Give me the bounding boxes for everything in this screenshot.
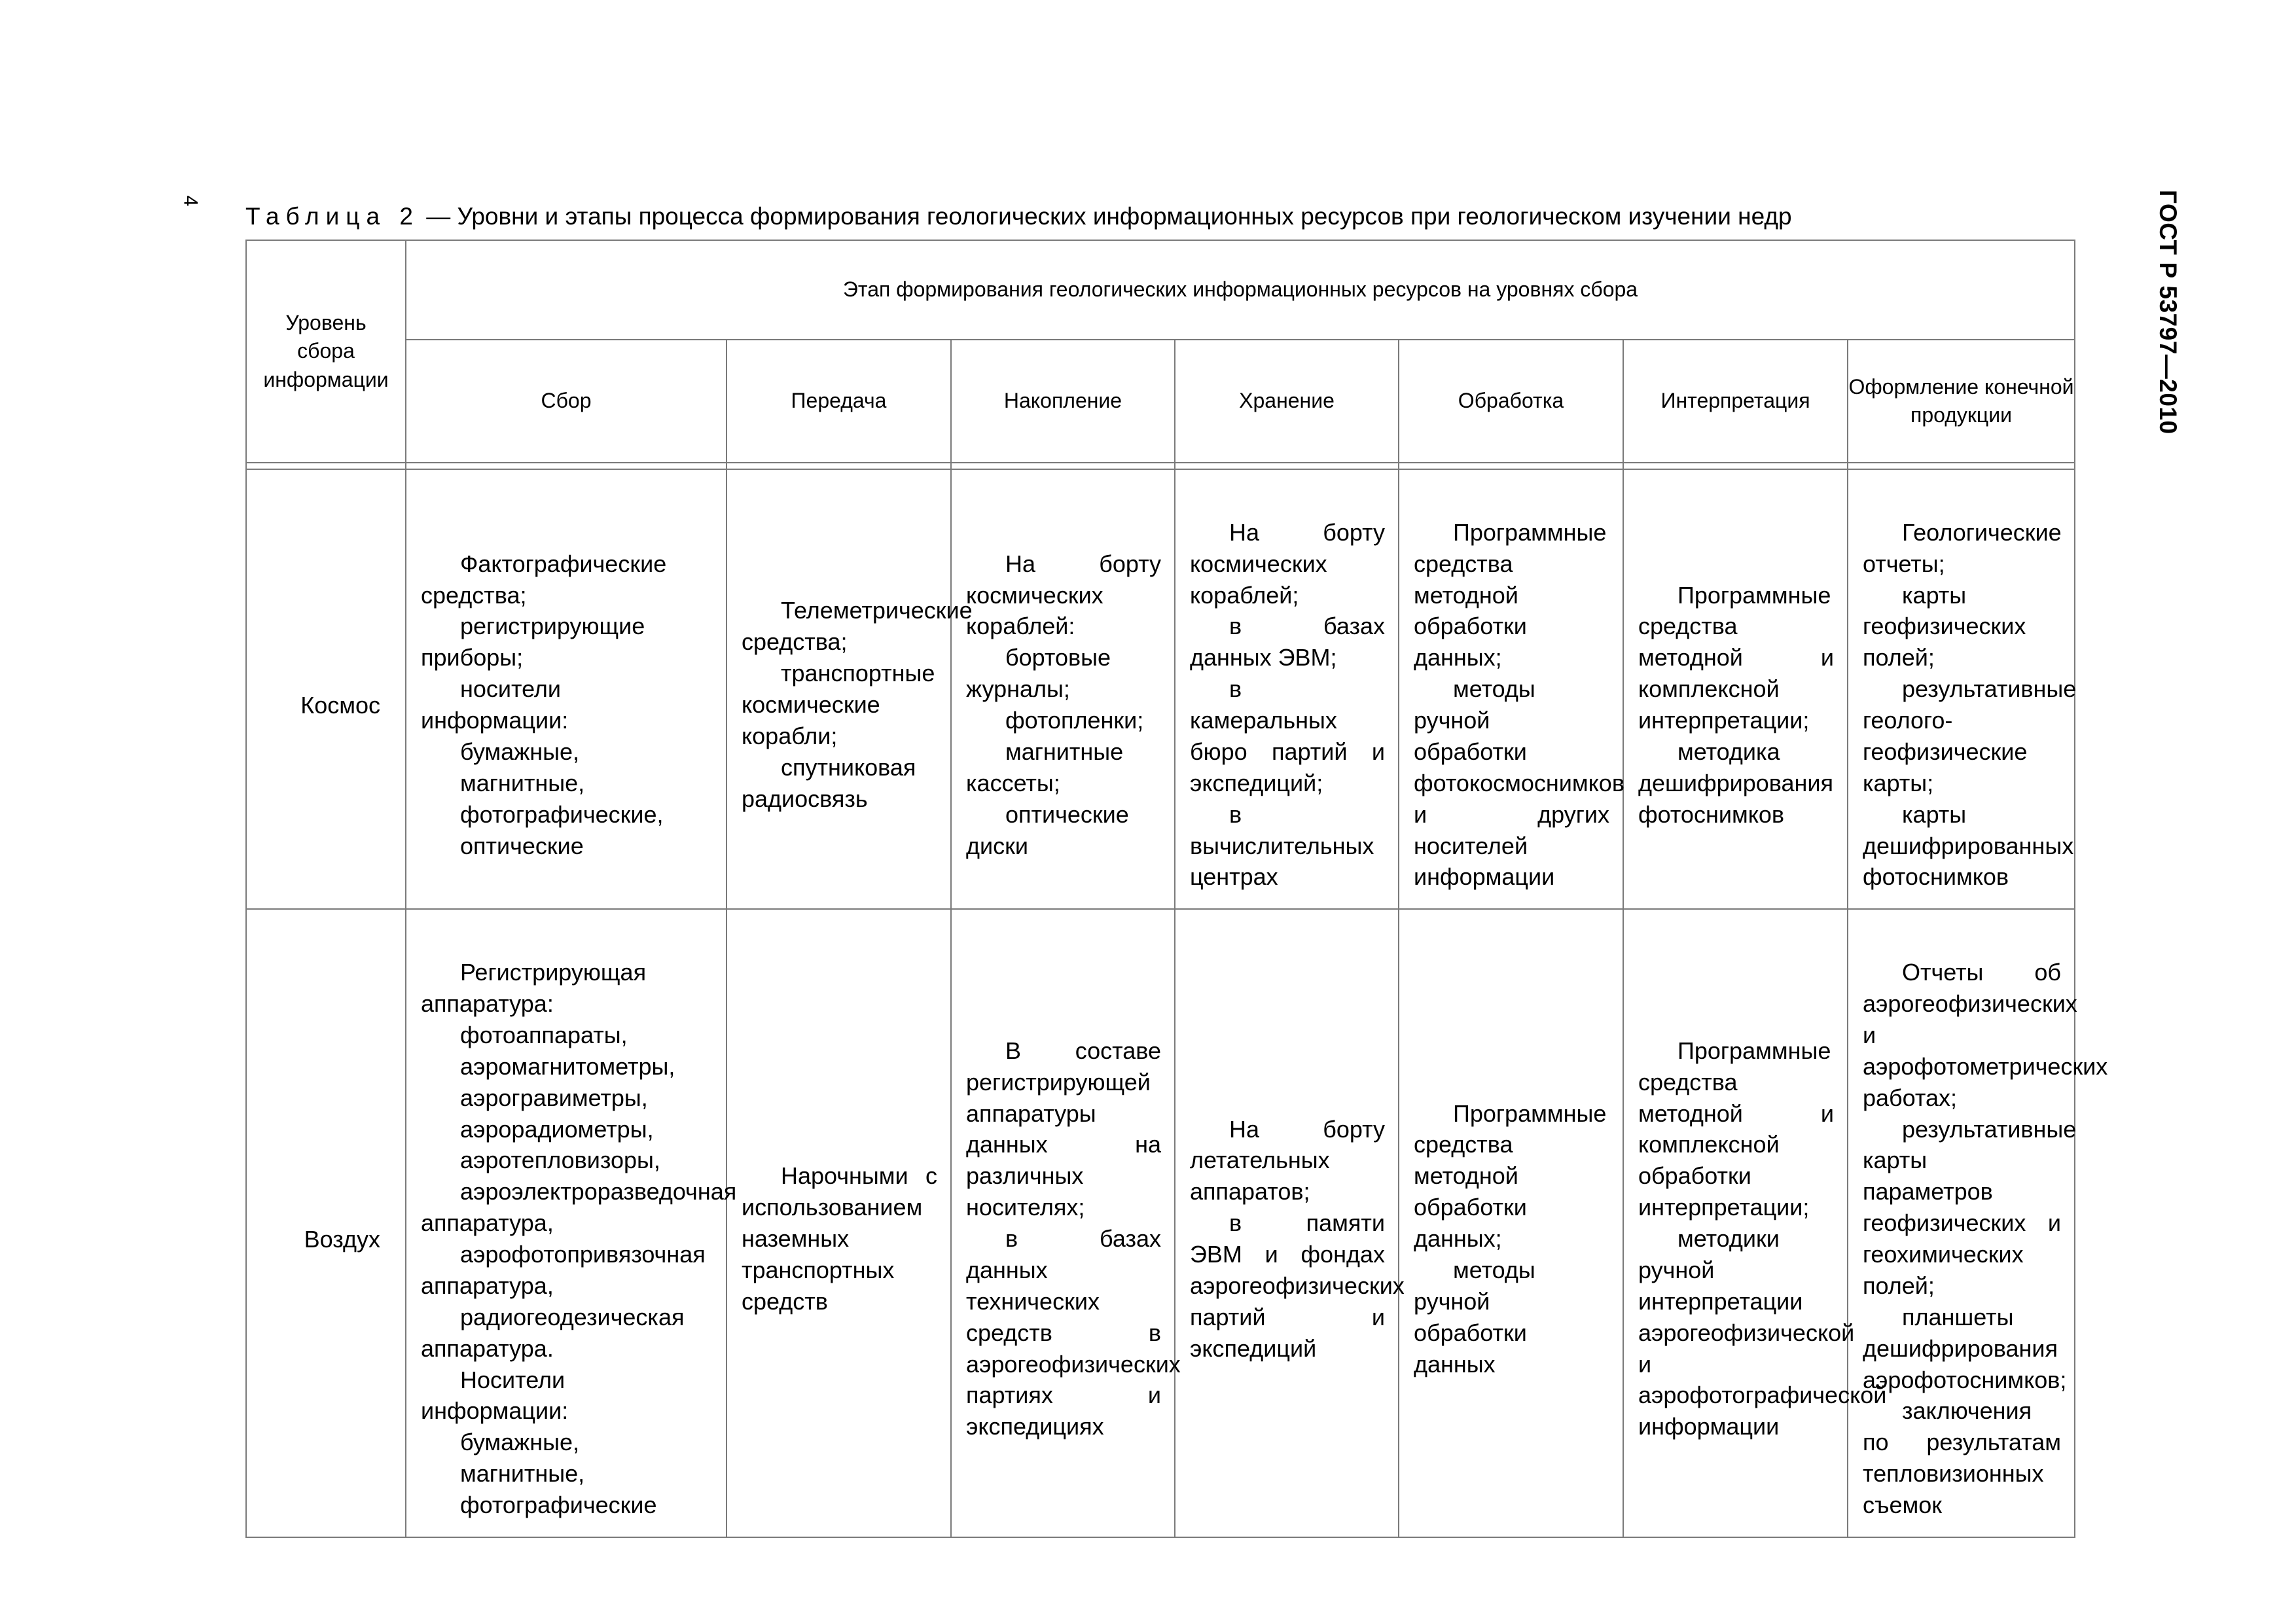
cell-line: аэрофотопривязочная аппаратура, (421, 1241, 706, 1299)
cell-line: фотоаппараты, (460, 1021, 628, 1048)
column-header: Сбор (406, 340, 726, 463)
cell-line: планшеты дешифрирования аэрофотоснимков; (1863, 1303, 2067, 1393)
data-table (245, 240, 2108, 1538)
cell-line: методики ручной интерпретации аэрогеофизической и аэрофотографической информации (1638, 1225, 1887, 1440)
cell-line: Программные средства методной обработки данных; (1414, 518, 1607, 671)
stage-header: Этап формирования геологических информационных ресурсов на уровнях сбора (406, 240, 2075, 340)
cell-line: фотографические, (460, 800, 664, 828)
table-row (246, 909, 2075, 1537)
cell-line: Отчеты об аэрогеофизических и аэрофотометрических работах; (1863, 959, 2108, 1111)
cell-line: магнитные, (460, 769, 585, 796)
table-cell (406, 469, 726, 909)
cell-line: в вычислительных центрах (1190, 800, 1374, 891)
table-cell (1399, 909, 1623, 1537)
cell-line: аэроэлектроразведочная аппаратура, (421, 1178, 737, 1237)
cell-line: в базах данных технических средств в аэрогеофизических партиях и экспедициях (966, 1225, 1181, 1440)
table-cell (1848, 469, 2075, 909)
document-code-text: ГОСТ Р 53797—2010 (2155, 190, 2181, 435)
cell-line: результативные карты параметров геофизических и геохимических полей; (1863, 1115, 2077, 1299)
cell-line: результативные геолого-геофизические карты; (1863, 675, 2077, 796)
cell-line: методы ручной обработки данных (1414, 1256, 1535, 1378)
table-cell (951, 909, 1181, 1537)
caption-label: Таблица 2 (245, 203, 420, 230)
column-header: Оформление конечной продукции (1848, 340, 2075, 463)
cell-line: транспортные космические корабли; (742, 660, 935, 749)
cell-line: Нарочными с использованием наземных транспортных средств (742, 1162, 937, 1315)
cell-line: методы ручной обработки фотокосмоснимков и других носителей информации (1414, 675, 1624, 891)
cell-line: в камеральных бюро партий и экспедиций; (1190, 675, 1385, 796)
table-cell (1848, 909, 2108, 1537)
column-header: Хранение (1175, 340, 1399, 463)
cell-line: карты геофизических полей; (1863, 581, 2026, 671)
cell-line: методика дешифрирования фотоснимков (1638, 738, 1834, 828)
cell-line: регистрирующие приборы; (421, 613, 645, 671)
cell-line: Телеметрические средства; (742, 597, 973, 656)
cell-line: в базах данных ЭВМ; (1190, 613, 1385, 671)
table-row (246, 469, 2075, 909)
cell-line: Носители информации: (421, 1366, 569, 1425)
cell-line: оптические диски (966, 800, 1129, 859)
cell-line: На борту летательных аппаратов; (1190, 1115, 1385, 1205)
cell-line: На борту космических кораблей; (1190, 518, 1385, 609)
cell-line: Фактографические средства; (421, 550, 667, 609)
cell-line: радиогеодезическая аппаратура. (421, 1303, 685, 1362)
table-cell (726, 909, 951, 1537)
cell-line: карты дешифрированных фотоснимков (1863, 800, 2074, 891)
cell-line: Геологические отчеты; (1863, 518, 2062, 577)
document-code (2135, 190, 2200, 517)
cell-line: На борту космических кораблей: (966, 550, 1161, 640)
cell-line: аэротепловизоры, (460, 1147, 660, 1174)
cell-line: магнитные кассеты; (966, 738, 1124, 796)
cell-line: Программные средства методной и комплексной интерпретации; (1638, 581, 1834, 734)
cell-line: магнитные, (460, 1460, 585, 1488)
level-cell: Космос (246, 469, 406, 909)
table-cell (1623, 909, 1887, 1537)
page-number: 4 (179, 195, 202, 207)
cell-line: в памяти ЭВМ и фондах аэрогеофизических партий и экспедиций (1190, 1209, 1405, 1362)
cell-line: аэрогравиметры, (460, 1084, 648, 1111)
cell-line: бортовые журналы; (966, 644, 1111, 703)
cell-line: фотопленки; (1005, 707, 1144, 734)
column-header: Передача (726, 340, 951, 463)
cell-line: Регистрирующая аппаратура: (421, 959, 647, 1017)
cell-line: бумажные, (460, 738, 580, 765)
cell-line: аэрорадиометры, (460, 1115, 654, 1143)
cell-line: носители информации: (421, 675, 569, 734)
cell-line: Программные средства методной обработки данных; (1414, 1099, 1607, 1253)
cell-line: оптические (460, 832, 584, 859)
cell-line: спутниковая радиосвязь (742, 753, 916, 812)
table-cell (1175, 469, 1399, 909)
table-cell (726, 469, 973, 909)
column-header: Интерпретация (1623, 340, 1848, 463)
column-header: Обработка (1399, 340, 1623, 463)
table-cell (1175, 909, 1405, 1537)
level-cell: Воздух (246, 909, 406, 1537)
cell-line: заключения по результатам тепловизионных съемок (1863, 1397, 2062, 1518)
table-cell (1623, 469, 1848, 909)
table-cell (951, 469, 1175, 909)
table-caption (245, 203, 2130, 230)
table-cell (406, 909, 737, 1537)
cell-line: фотографические (460, 1491, 657, 1518)
table-cell (1399, 469, 1623, 909)
level-header: Уровень сбора информации (246, 240, 406, 463)
caption-text: — Уровни и этапы процесса формирования геологических информационных ресурсов при геологическом изучении недр (419, 203, 1792, 230)
cell-line: аэромагнитометры, (460, 1052, 675, 1080)
column-header: Накопление (951, 340, 1175, 463)
cell-line: Программные средства методной и комплексной обработки интерпретации; (1638, 1037, 1834, 1221)
cell-line: В составе регистрирующей аппаратуры данных на различных носителях; (966, 1037, 1161, 1221)
cell-line: бумажные, (460, 1429, 580, 1456)
